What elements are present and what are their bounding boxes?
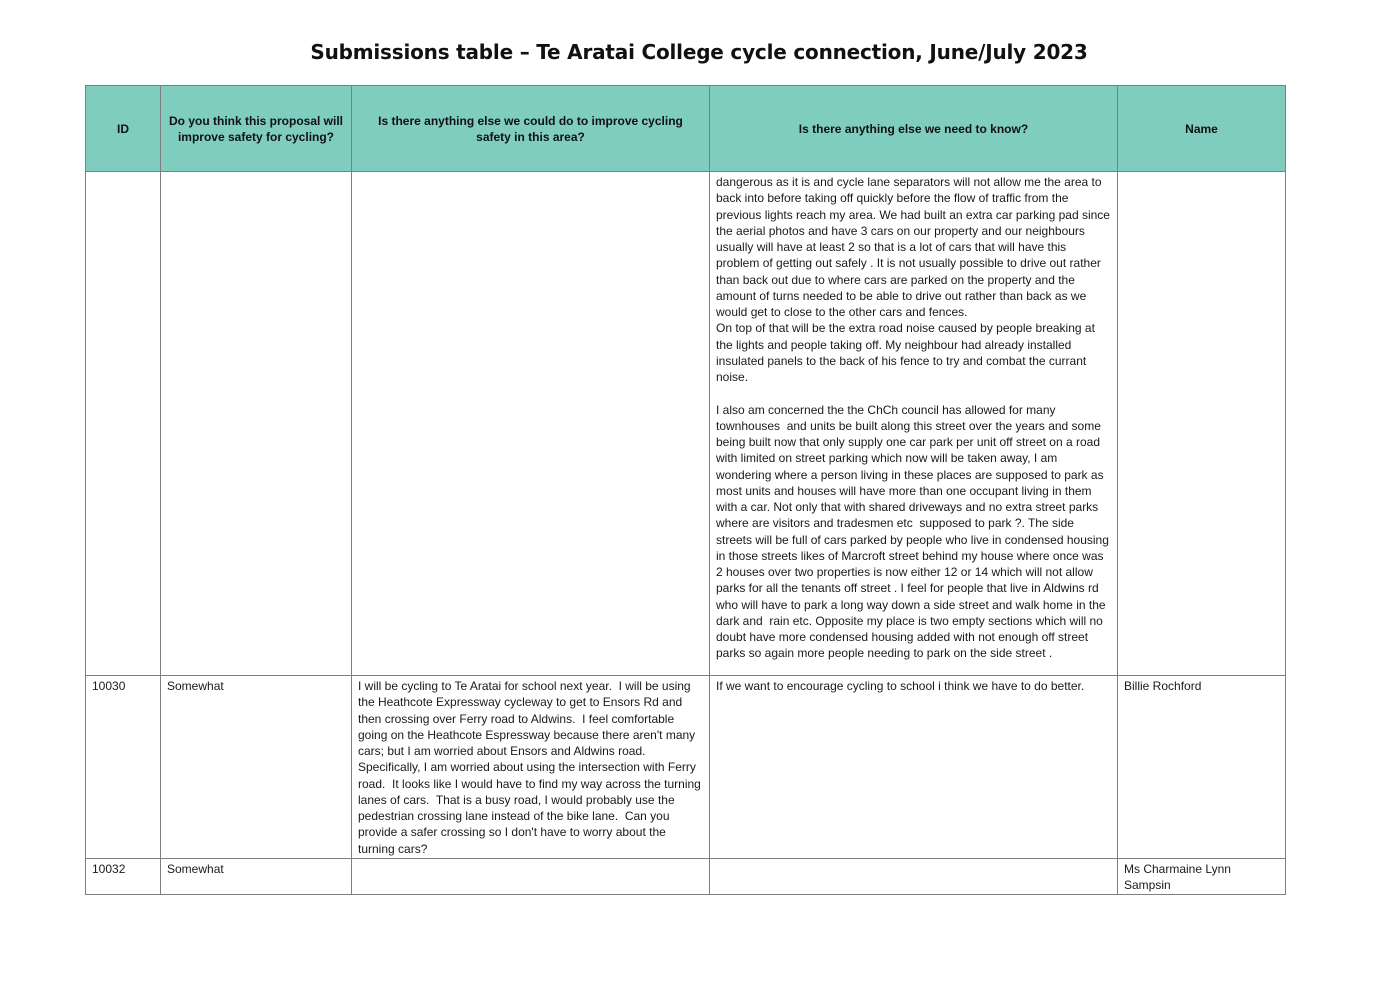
cell-anything-else-improve	[352, 858, 710, 895]
table-row-continued	[86, 172, 1286, 676]
cell-name: Ms Charmaine Lynn Sampsin	[1118, 858, 1286, 895]
cell-improve-safety: Somewhat	[161, 676, 352, 859]
header-improve-safety: Do you think this proposal will improve safety for cycling?	[161, 86, 352, 172]
page-title: Submissions table – Te Aratai College cycle connection, June/July 2023	[310, 40, 1088, 64]
table-row	[86, 858, 1286, 895]
table-row	[86, 676, 1286, 859]
cell-id: 10030	[86, 676, 161, 859]
table-body	[86, 172, 1286, 895]
header-name: Name	[1118, 86, 1286, 172]
cell-anything-else-improve	[352, 172, 710, 676]
header-id: ID	[86, 86, 161, 172]
cell-anything-else-know: dangerous as it is and cycle lane separators will not allow me the area to back into before taking off quickly before the flow of traffic from the previous lights reach my area. We had built an extra car parking pad since the aerial photos and have 3 cars on our property and our neighbours usually will have at least 2 so that is a lot of cars that will have this problem of getting out safely . It is not usually possible to drive out rather than back out due to where cars are parked on the property and the amount of turns needed to be able to drive out rather than back as we would get to close to the other cars and fences. On top of that will be the extra road noise caused by people breaking at the lights and people taking off. My neighbour had already installed insulated panels to the back of his fence to try and combat the currant noise. I also am concerned the the ChCh council has allowed for many townhouses and units be built along this street over the years and some being built now that only supply one car park per unit off street on a road with limited on street parking which now will be taken away, I am wondering where a person living in these places are supposed to park as most units and houses will have more than one occupant living in them with a car. Not only that with shared driveways and no extra street parks where are visitors and tradesmen etc supposed to park ?. The side streets will be full of cars parked by people who live in condensed housing in those streets likes of Marcroft street behind my house where once was 2 houses over two properties is now either 12 or 14 which will not allow parks for all the tenants off street . I feel for people that live in Aldwins rd who will have to park a long way down a side street and walk home in the dark and rain etc. Opposite my place is two empty sections which will no doubt have more condensed housing added with not enough off street parks so again more people needing to park on the side street .	[710, 172, 1118, 676]
cell-anything-else-know	[710, 858, 1118, 895]
table-header	[86, 86, 1286, 172]
cell-id	[86, 172, 161, 676]
header-row	[86, 86, 1286, 172]
submissions-table	[85, 85, 1286, 895]
cell-id: 10032	[86, 858, 161, 895]
cell-improve-safety	[161, 172, 352, 676]
cell-name: Billie Rochford	[1118, 676, 1286, 859]
cell-name	[1118, 172, 1286, 676]
cell-improve-safety: Somewhat	[161, 858, 352, 895]
cell-anything-else-know: If we want to encourage cycling to school i think we have to do better.	[710, 676, 1118, 859]
cell-anything-else-improve: I will be cycling to Te Aratai for school next year. I will be using the Heathcote Expressway cycleway to get to Ensors Rd and then crossing over Ferry road to Aldwins. I feel comfortable going on the Heathcote Espressway because there aren't many cars; but I am worried about Ensors and Aldwins road. Specifically, I am worried about using the intersection with Ferry road. It looks like I would have to find my way across the turning lanes of cars. That is a busy road, I would probably use the pedestrian crossing lane instead of the bike lane. Can you provide a safer crossing so I don't have to worry about the turning cars?	[352, 676, 710, 859]
header-anything-else-know: Is there anything else we need to know?	[710, 86, 1118, 172]
header-anything-else-improve: Is there anything else we could do to improve cycling safety in this area?	[352, 86, 710, 172]
